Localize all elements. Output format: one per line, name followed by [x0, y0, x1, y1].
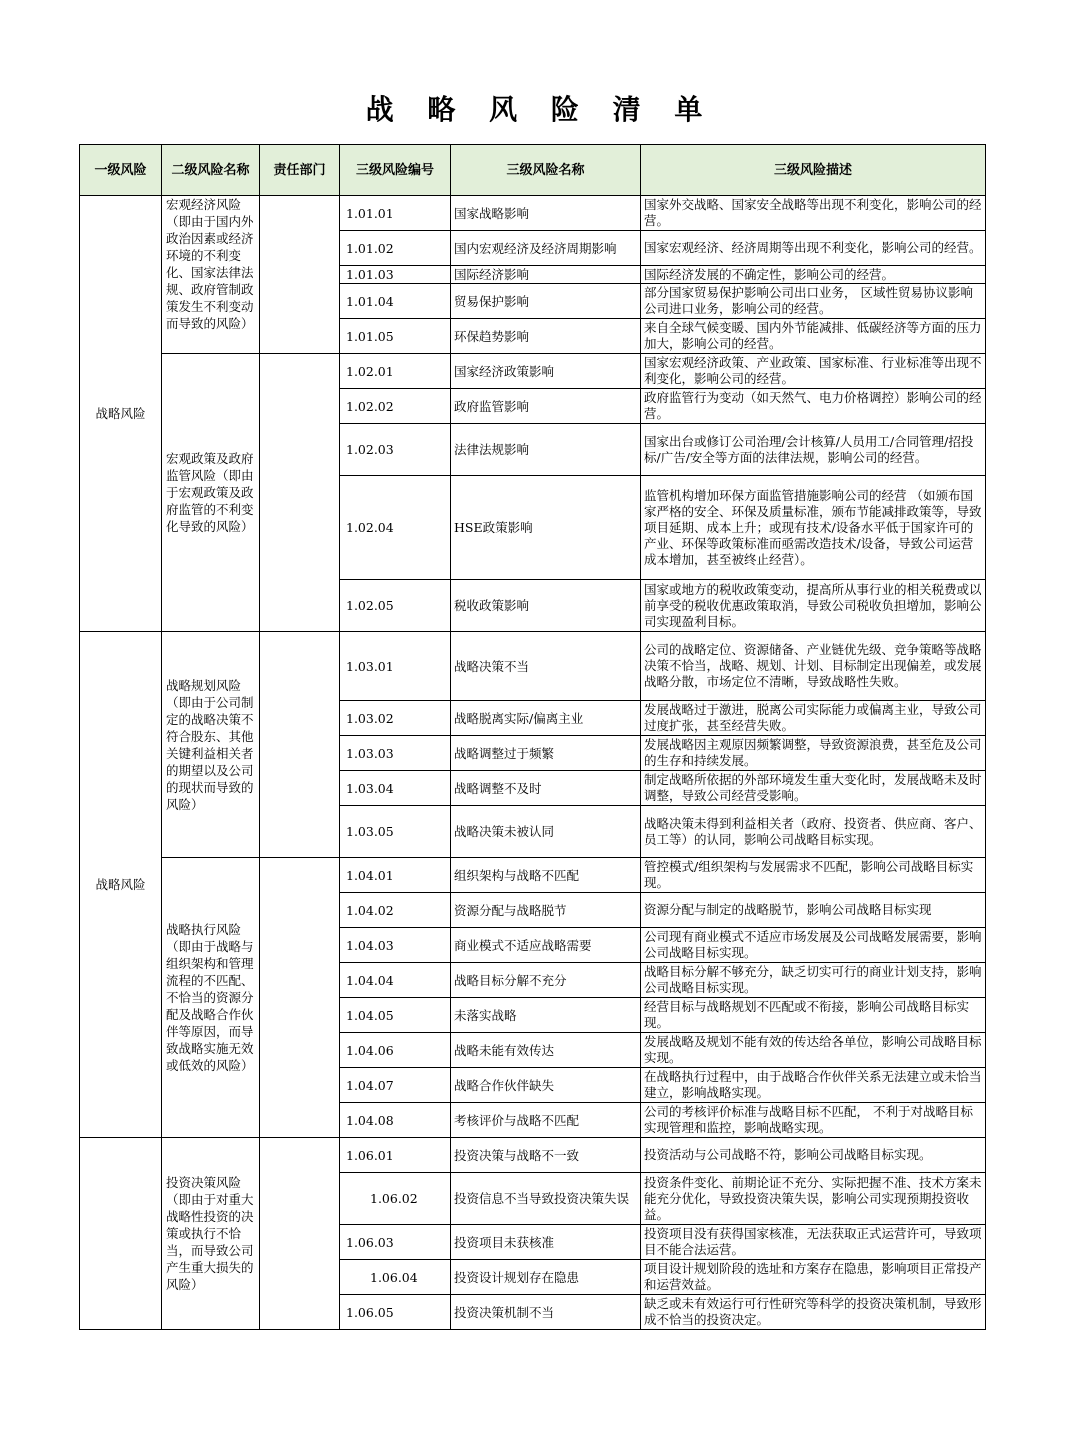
risk-code-cell: 1.03.04 — [340, 771, 451, 806]
risk-code-cell: 1.04.04 — [340, 963, 451, 998]
risk-code-cell: 1.02.02 — [340, 389, 451, 424]
risk-desc-cell: 发展战略过于激进，脱离公司实际能力或偏离主业，导致公司过度扩张，甚至经营失败。 — [641, 701, 986, 736]
level1-cell: 战略风险 — [80, 632, 162, 1138]
risk-code-cell: 1.03.05 — [340, 806, 451, 858]
risk-code-cell: 1.04.08 — [340, 1103, 451, 1138]
risk-code-cell: 1.04.02 — [340, 893, 451, 928]
table-row — [80, 632, 986, 701]
risk-desc-cell: 经营目标与战略规划不匹配或不衔接，影响公司战略目标实现。 — [641, 998, 986, 1033]
risk-desc-cell: 来自全球气候变暖、国内外节能减排、低碳经济等方面的压力加大，影响公司的经营。 — [641, 319, 986, 354]
risk-name-cell: 考核评价与战略不匹配 — [451, 1103, 641, 1138]
header-level1: 一级风险 — [80, 145, 162, 196]
risk-code-cell: 1.04.06 — [340, 1033, 451, 1068]
risk-name-cell: 战略决策不当 — [451, 632, 641, 701]
risk-code-cell: 1.02.03 — [340, 424, 451, 476]
risk-desc-cell: 投资项目没有获得国家核准，无法获取正式运营许可，导致项目不能合法运营。 — [641, 1225, 986, 1260]
risk-code-cell: 1.02.05 — [340, 580, 451, 632]
risk-desc-cell: 国家宏观经济、经济周期等出现不利变化，影响公司的经营。 — [641, 231, 986, 266]
risk-code-cell: 1.04.01 — [340, 858, 451, 893]
risk-desc-cell: 战略目标分解不够充分，缺乏切实可行的商业计划支持，影响公司战略目标实现。 — [641, 963, 986, 998]
risk-code-cell: 1.03.03 — [340, 736, 451, 771]
header-row — [80, 145, 986, 196]
dept-cell — [260, 354, 340, 632]
risk-name-cell: 战略未能有效传达 — [451, 1033, 641, 1068]
risk-name-cell: 国家经济政策影响 — [451, 354, 641, 389]
table-body — [80, 196, 986, 1330]
risk-code-cell: 1.01.04 — [340, 284, 451, 319]
risk-name-cell: 投资信息不当导致投资决策失误 — [451, 1173, 641, 1225]
level2-cell: 宏观经济风险（即由于国内外政治因素或经济环境的不利变化、国家法律法规、政府管制政策发生不利变动而导致的风险） — [162, 196, 260, 354]
risk-code-cell: 1.01.02 — [340, 231, 451, 266]
risk-desc-cell: 战略决策未得到利益相关者（政府、投资者、供应商、客户、员工等）的认同，影响公司战略目标实现。 — [641, 806, 986, 858]
risk-desc-cell: 政府监管行为变动（如天然气、电力价格调控）影响公司的经营。 — [641, 389, 986, 424]
risk-name-cell: 投资项目未获核准 — [451, 1225, 641, 1260]
risk-name-cell: 投资设计规划存在隐患 — [451, 1260, 641, 1295]
table-row — [80, 1138, 986, 1173]
risk-desc-cell: 公司的战略定位、资源储备、产业链优先级、竞争策略等战略决策不恰当，战略、规划、计划、目标制定出现偏差，或发展战略分散，市场定位不清晰，导致战略性失败。 — [641, 632, 986, 701]
risk-desc-cell: 国际经济发展的不确定性，影响公司的经营。 — [641, 266, 986, 284]
risk-desc-cell: 管控模式/组织架构与发展需求不匹配，影响公司战略目标实现。 — [641, 858, 986, 893]
risk-desc-cell: 国家或地方的税收政策变动，提高所从事行业的相关税费或以前享受的税收优惠政策取消，导致公司税收负担增加，影响公司实现盈利目标。 — [641, 580, 986, 632]
risk-name-cell: 国际经济影响 — [451, 266, 641, 284]
risk-code-cell: 1.06.02 — [340, 1173, 451, 1225]
risk-name-cell: 战略调整过于频繁 — [451, 736, 641, 771]
risk-name-cell: 国内宏观经济及经济周期影响 — [451, 231, 641, 266]
page-title: 战 略 风 险 清 单 — [365, 93, 715, 126]
risk-name-cell: 贸易保护影响 — [451, 284, 641, 319]
risk-code-cell: 1.02.04 — [340, 476, 451, 580]
level2-cell: 战略执行风险（即由于战略与组织架构和管理流程的不匹配、不恰当的资源分配及战略合作伙伴等原因，而导致战略实施无效或低效的风险） — [162, 858, 260, 1138]
risk-name-cell: 投资决策机制不当 — [451, 1295, 641, 1330]
risk-desc-cell: 国家出台或修订公司治理/会计核算/人员用工/合同管理/招投标/广告/安全等方面的法律法规，影响公司的经营。 — [641, 424, 986, 476]
level2-cell: 宏观政策及政府监管风险（即由于宏观政策及政府监管的不利变化导致的风险） — [162, 354, 260, 632]
risk-code-cell: 1.06.05 — [340, 1295, 451, 1330]
risk-desc-cell: 项目设计规划阶段的选址和方案存在隐患，影响项目正常投产和运营效益。 — [641, 1260, 986, 1295]
risk-name-cell: 战略脱离实际/偏离主业 — [451, 701, 641, 736]
risk-name-cell: 法律法规影响 — [451, 424, 641, 476]
risk-code-cell: 1.03.02 — [340, 701, 451, 736]
risk-code-cell: 1.06.01 — [340, 1138, 451, 1173]
risk-desc-cell: 资源分配与制定的战略脱节，影响公司战略目标实现 — [641, 893, 986, 928]
risk-name-cell: 战略调整不及时 — [451, 771, 641, 806]
risk-desc-cell: 国家宏观经济政策、产业政策、国家标准、行业标准等出现不利变化，影响公司的经营。 — [641, 354, 986, 389]
risk-desc-cell: 公司的考核评价标准与战略目标不匹配， 不利于对战略目标实现管理和监控，影响战略实现。 — [641, 1103, 986, 1138]
table-row — [80, 196, 986, 231]
header-level2: 二级风险名称 — [162, 145, 260, 196]
risk-name-cell: 战略合作伙伴缺失 — [451, 1068, 641, 1103]
risk-name-cell: 税收政策影响 — [451, 580, 641, 632]
risk-desc-cell: 在战略执行过程中，由于战略合作伙伴关系无法建立或未恰当建立，影响战略实现。 — [641, 1068, 986, 1103]
risk-name-cell: 投资决策与战略不一致 — [451, 1138, 641, 1173]
risk-name-cell: 战略目标分解不充分 — [451, 963, 641, 998]
risk-desc-cell: 部分国家贸易保护影响公司出口业务， 区域性贸易协议影响公司进口业务，影响公司的经营。 — [641, 284, 986, 319]
risk-code-cell: 1.06.04 — [340, 1260, 451, 1295]
dept-cell — [260, 1138, 340, 1330]
header-name: 三级风险名称 — [451, 145, 641, 196]
risk-name-cell: HSE政策影响 — [451, 476, 641, 580]
dept-cell — [260, 858, 340, 1138]
risk-desc-cell: 发展战略因主观原因频繁调整，导致资源浪费，甚至危及公司的生存和持续发展。 — [641, 736, 986, 771]
risk-code-cell: 1.06.03 — [340, 1225, 451, 1260]
table-row — [80, 354, 986, 389]
risk-desc-cell: 缺乏或未有效运行可行性研究等科学的投资决策机制，导致形成不恰当的投资决定。 — [641, 1295, 986, 1330]
risk-code-cell: 1.04.05 — [340, 998, 451, 1033]
header-code: 三级风险编号 — [340, 145, 451, 196]
risk-name-cell: 资源分配与战略脱节 — [451, 893, 641, 928]
risk-desc-cell: 监管机构增加环保方面监管措施影响公司的经营 （如颁布国家严格的安全、环保及质量标准，颁布节能减排政策等，导致项目延期、成本上升；或现有技术/设备水平低于国家许可的产业、环保等政策标准而亟需改造技术/设备，导致公司运营成本增加，甚至被终止经营）。 — [641, 476, 986, 580]
risk-code-cell: 1.02.01 — [340, 354, 451, 389]
risk-name-cell: 战略决策未被认同 — [451, 806, 641, 858]
risk-code-cell: 1.01.01 — [340, 196, 451, 231]
risk-code-cell: 1.01.05 — [340, 319, 451, 354]
level2-cell: 投资决策风险（即由于对重大战略性投资的决策或执行不恰当，而导致公司产生重大损失的风险） — [162, 1138, 260, 1330]
risk-desc-cell: 国家外交战略、国家安全战略等出现不利变化，影响公司的经营。 — [641, 196, 986, 231]
risk-name-cell: 组织架构与战略不匹配 — [451, 858, 641, 893]
risk-desc-cell: 制定战略所依据的外部环境发生重大变化时，发展战略未及时调整，导致公司经营受影响。 — [641, 771, 986, 806]
header-desc: 三级风险描述 — [641, 145, 986, 196]
risk-desc-cell: 投资条件变化、前期论证不充分、实际把握不准、技术方案未能充分优化，导致投资决策失误，影响公司实现预期投资收益。 — [641, 1173, 986, 1225]
level1-cell: 战略风险 — [80, 196, 162, 632]
table-row — [80, 858, 986, 893]
risk-name-cell: 国家战略影响 — [451, 196, 641, 231]
risk-desc-cell: 发展战略及规划不能有效的传达给各单位，影响公司战略目标实现。 — [641, 1033, 986, 1068]
level1-cell — [80, 1138, 162, 1330]
risk-code-cell: 1.03.01 — [340, 632, 451, 701]
risk-desc-cell: 公司现有商业模式不适应市场发展及公司战略发展需要，影响公司战略目标实现。 — [641, 928, 986, 963]
dept-cell — [260, 196, 340, 354]
risk-name-cell: 未落实战略 — [451, 998, 641, 1033]
dept-cell — [260, 632, 340, 858]
risk-name-cell: 环保趋势影响 — [451, 319, 641, 354]
risk-table — [79, 144, 986, 1330]
risk-code-cell: 1.04.03 — [340, 928, 451, 963]
risk-code-cell: 1.04.07 — [340, 1068, 451, 1103]
risk-name-cell: 政府监管影响 — [451, 389, 641, 424]
header-dept: 责任部门 — [260, 145, 340, 196]
level2-cell: 战略规划风险（即由于公司制定的战略决策不符合股东、其他关键利益相关者的期望以及公司的现状而导致的风险） — [162, 632, 260, 858]
risk-code-cell: 1.01.03 — [340, 266, 451, 284]
risk-desc-cell: 投资活动与公司战略不符，影响公司战略目标实现。 — [641, 1138, 986, 1173]
risk-name-cell: 商业模式不适应战略需要 — [451, 928, 641, 963]
